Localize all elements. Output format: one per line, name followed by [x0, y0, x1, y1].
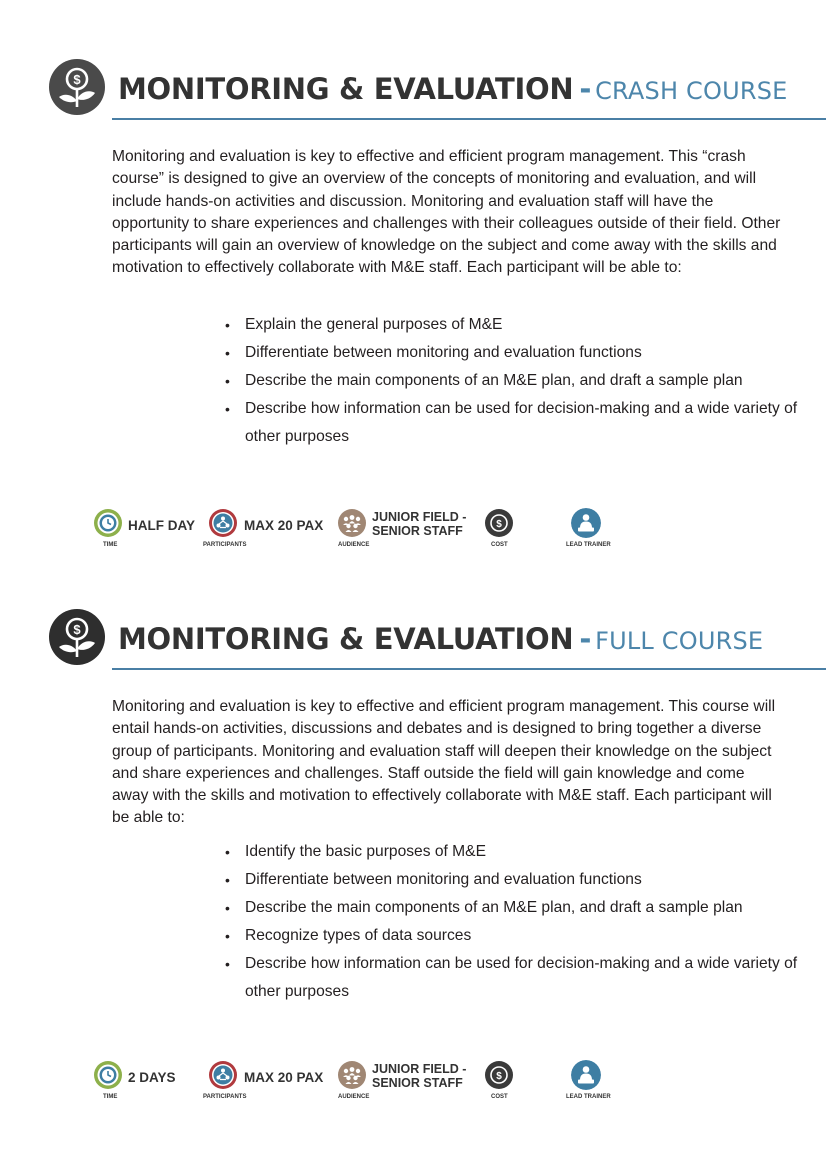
list-item: • Recognize types of data sources: [225, 922, 800, 950]
section-header: [0, 608, 826, 670]
clock-icon: [93, 508, 123, 538]
section-title: [118, 622, 763, 656]
course-info-row: [0, 508, 826, 558]
section-title: [118, 72, 788, 106]
list-item: • Describe how information can be used for decision-making and a wide variety of other purposes: [225, 395, 800, 451]
svg-text:$: $: [496, 519, 502, 530]
list-item: • Explain the general purposes of M&E: [225, 311, 800, 339]
course-section-full: [0, 608, 826, 1100]
audience-line2: SENIOR STAFF: [372, 524, 463, 538]
list-item: • Differentiate between monitoring and evaluation functions: [225, 866, 800, 894]
objectives-list: [225, 838, 800, 1006]
participants-value: MAX 20 PAX: [244, 518, 324, 533]
audience-line1: JUNIOR FIELD -: [372, 1062, 467, 1076]
participants-caption: PARTICIPANTS: [203, 1094, 247, 1100]
group-icon: [208, 1060, 238, 1090]
participants-value: MAX 20 PAX: [244, 1070, 324, 1085]
time-value: HALF DAY: [128, 518, 196, 533]
audience-value: [372, 510, 466, 538]
audience-caption: AUDIENCE: [338, 1094, 370, 1100]
money-plant-icon: [49, 609, 105, 665]
audience-value: [372, 1062, 466, 1090]
list-item: • Describe how information can be used for decision-making and a wide variety of other purposes: [225, 950, 800, 1006]
list-item: • Describe the main components of an M&E plan, and draft a sample plan: [225, 894, 800, 922]
cost-caption: COST: [491, 542, 508, 548]
participants-caption: PARTICIPANTS: [203, 542, 247, 548]
svg-text:$: $: [73, 72, 81, 87]
trainer-caption: LEAD TRAINER: [566, 542, 611, 548]
section-header: [0, 58, 826, 120]
section-description: Monitoring and evaluation is key to effective and efficient program management. This “crash course” is designed to give an overview of the concepts of monitoring and evaluation, and will include hands-on activities and discussion. Monitoring and evaluation staff will have the opportunity to share experiences and challenges with their colleagues outside of their field. Other participants will gain an overview of knowledge on the subject and come away with the skills and motivation to effectively collaborate with M&E staff. Each participant will be able to:: [112, 148, 781, 277]
title-dash: -: [579, 622, 592, 656]
clock-icon: [93, 1060, 123, 1090]
audience-line1: JUNIOR FIELD -: [372, 510, 467, 524]
title-main: MONITORING & EVALUATION: [118, 72, 574, 106]
title-subtitle: CRASH COURSE: [595, 77, 788, 105]
audience-caption: AUDIENCE: [338, 542, 370, 548]
title-main: MONITORING & EVALUATION: [118, 622, 574, 656]
people-icon: [337, 1060, 367, 1090]
trainer-caption: LEAD TRAINER: [566, 1094, 611, 1100]
trainer-icon: [571, 508, 601, 538]
list-item: • Identify the basic purposes of M&E: [225, 838, 800, 866]
svg-text:$: $: [73, 622, 81, 637]
group-icon: [208, 508, 238, 538]
title-dash: -: [579, 72, 592, 106]
svg-text:$: $: [496, 1071, 502, 1082]
dollar-coin-icon: [484, 1060, 514, 1090]
time-value: 2 DAYS: [128, 1070, 176, 1085]
course-section-crash: [0, 58, 826, 548]
people-icon: [337, 508, 367, 538]
title-rule: [112, 668, 826, 670]
time-caption: TIME: [103, 542, 118, 548]
list-item: • Describe the main components of an M&E plan, and draft a sample plan: [225, 367, 800, 395]
time-caption: TIME: [103, 1094, 118, 1100]
course-info-row: [0, 1060, 826, 1110]
section-description: Monitoring and evaluation is key to effective and efficient program management. This course will entail hands-on activities, discussions and debates and is designed to bring together a diverse group of participants. Monitoring and evaluation staff will deepen their knowledge on the subject and share experiences and challenges. Staff outside the field will gain knowledge and come away with the skills and motivation to effectively collaborate with M&E staff. Each participant will be able to:: [112, 698, 776, 827]
money-plant-icon: [49, 59, 105, 115]
trainer-icon: [571, 1060, 601, 1090]
cost-caption: COST: [491, 1094, 508, 1100]
list-item: • Differentiate between monitoring and evaluation functions: [225, 339, 800, 367]
title-subtitle: FULL COURSE: [595, 627, 764, 655]
dollar-coin-icon: [484, 508, 514, 538]
audience-line2: SENIOR STAFF: [372, 1076, 463, 1090]
objectives-list: [225, 311, 800, 451]
title-rule: [112, 118, 826, 120]
